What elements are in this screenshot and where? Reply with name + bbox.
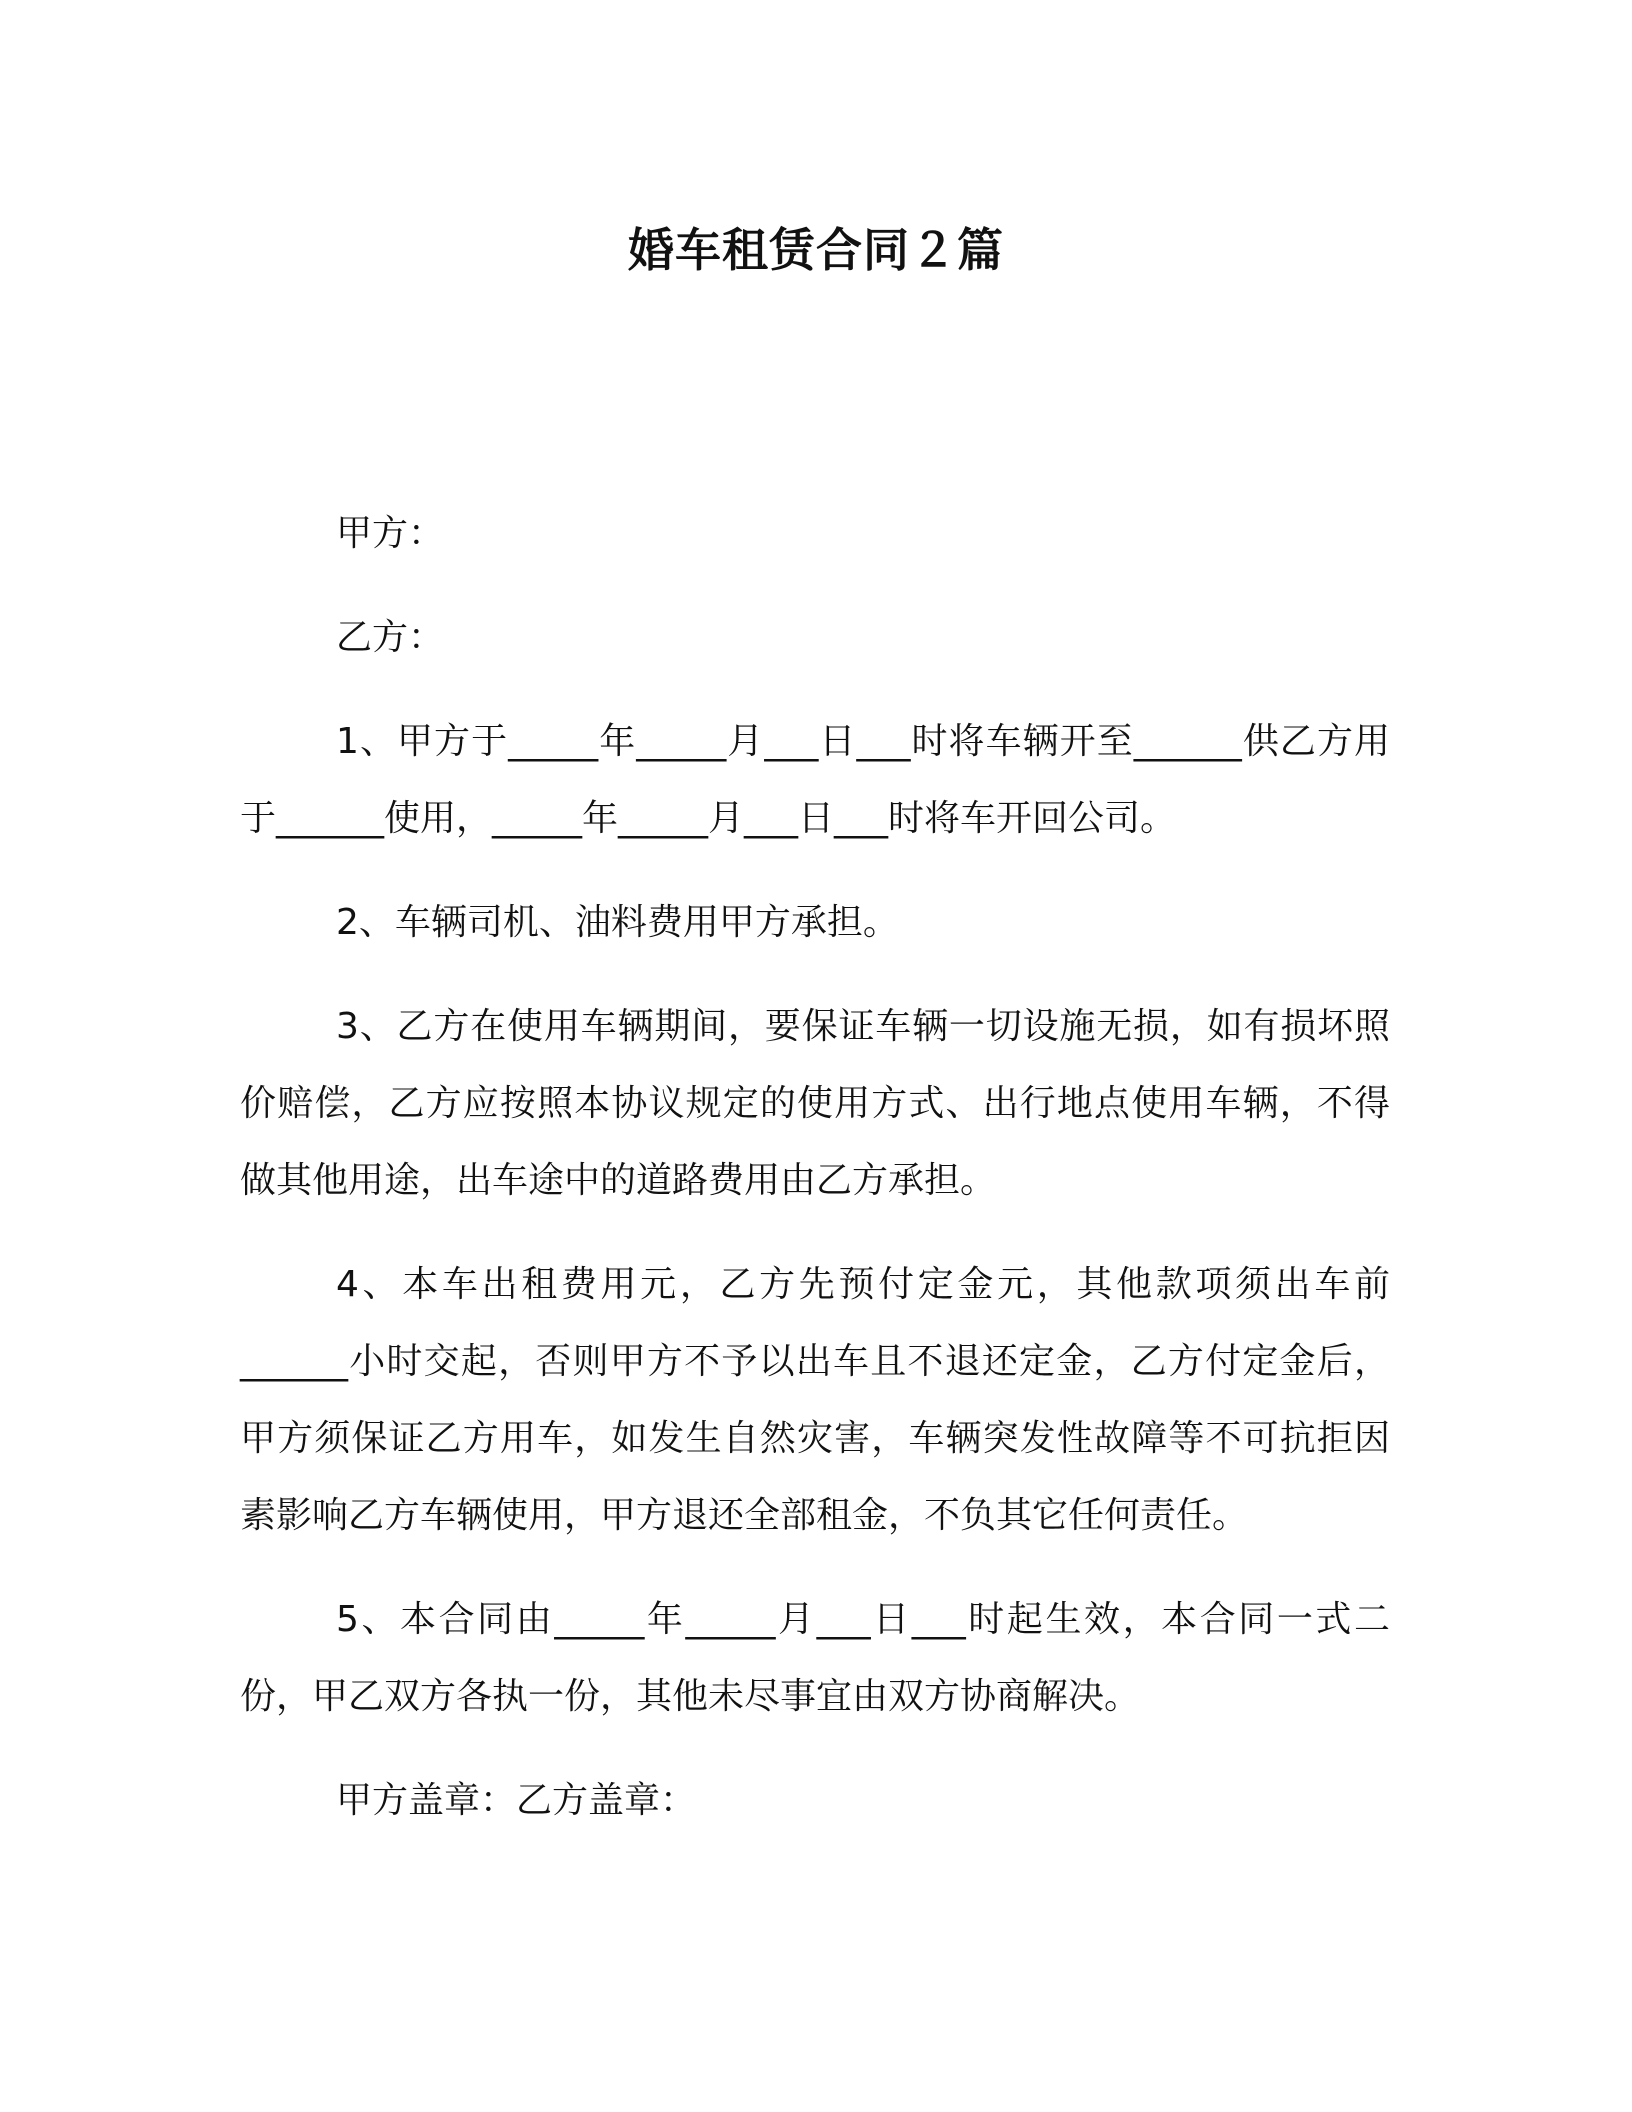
clause-4: 4、本车出租费用元，乙方先预付定金元，其他款项须出车前______小时交起，否则甲方不予以出车且不退还定金，乙方付定金后，甲方须保证乙方用车，如发生自然灾害，车辆突发性故障等不可抗拒因素影响乙方车辆使用，甲方退还全部租金，不负其它任何责任。	[240, 1264, 1390, 1536]
clause-1: 1、甲方于_____年_____月___日___时将车辆开至______供乙方用于______使用，_____年_____月___日___时将车开回公司。	[240, 721, 1390, 839]
seal-line: 甲方盖章：乙方盖章：	[336, 1780, 697, 1821]
party-b-line: 乙方：	[336, 617, 445, 658]
clause-2: 2、车辆司机、油料费用甲方承担。	[336, 902, 899, 943]
clause-3: 3、乙方在使用车辆期间，要保证车辆一切设施无损，如有损坏照价赔偿，乙方应按照本协议规定的使用方式、出行地点使用车辆，不得做其他用途，出车途中的道路费用由乙方承担。	[240, 1006, 1390, 1201]
document-body	[240, 495, 1390, 1839]
clause-5: 5、本合同由_____年_____月___日___时起生效，本合同一式二份，甲乙双方各执一份，其他未尽事宜由双方协商解决。	[240, 1599, 1390, 1717]
party-a-line: 甲方：	[336, 513, 445, 554]
document-title: 婚车租赁合同２篇	[628, 223, 1004, 277]
